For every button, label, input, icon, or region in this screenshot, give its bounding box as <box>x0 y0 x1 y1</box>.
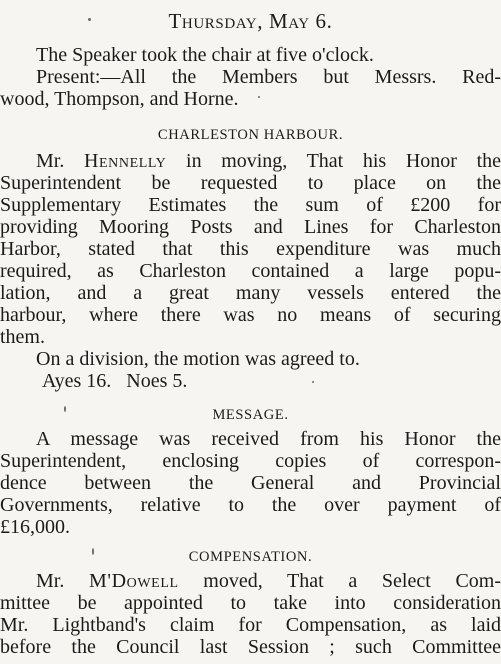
paragraph-line: Mr. M'Dowell moved, That a Select Com- <box>36 570 501 592</box>
ink-speck <box>64 406 66 412</box>
ink-speck <box>92 548 94 555</box>
vote-line: On a division, the motion was agreed to. <box>36 348 360 370</box>
paragraph-line: before the Council last Session ; such Committee <box>0 636 501 658</box>
paragraph-line: Mr. Hennelly in moving, That his Honor the <box>36 150 501 172</box>
paragraph-line: dence between the General and Provincial <box>0 472 501 494</box>
paragraph-line: Superintendent, enclosing copies of correspon- <box>0 450 501 472</box>
dateline: Thursday, May 6. <box>168 9 333 33</box>
paragraph-line: Superintendent be requested to place on the <box>0 172 501 194</box>
opening-line: wood, Thompson, and Horne. <box>0 88 239 110</box>
speaker-name: M'Dowell <box>89 570 179 592</box>
paragraph-line: lation, and a great many vessels entered the <box>0 282 501 304</box>
paragraph-line: Supplementary Estimates the sum of £200 for <box>0 194 501 216</box>
ink-speck <box>258 96 260 98</box>
paragraph-line: providing Mooring Posts and Lines for Charleston <box>0 216 501 238</box>
speaker-name: Hennelly <box>83 150 167 172</box>
paragraph-line: required, as Charleston contained a large popu- <box>0 260 501 282</box>
vote-tally: Ayes 16. Noes 5. <box>42 370 188 392</box>
paragraph-line: £16,000. <box>0 516 70 538</box>
paragraph-line: harbour, where there was no means of securing <box>0 304 501 326</box>
paragraph-line: them. <box>0 326 45 348</box>
ink-speck <box>312 381 314 383</box>
paragraph-line: A message was received from his Honor the <box>36 428 501 450</box>
ink-speck <box>88 18 91 21</box>
paragraph-line: Governments, relative to the over payment of <box>0 494 501 516</box>
section-heading: CHARLESTON HARBOUR. <box>157 127 344 143</box>
paragraph-line: mittee be appointed to take into consideration <box>0 592 501 614</box>
section-heading: COMPENSATION. <box>188 549 313 565</box>
opening-line: Present:—All the Members but Messrs. Red- <box>36 66 501 88</box>
section-heading: MESSAGE. <box>212 407 289 423</box>
opening-line: The Speaker took the chair at five o'clock. <box>36 44 374 66</box>
paragraph-line: Mr. Lightband's claim for Compensation, as laid <box>0 614 501 636</box>
paragraph-line: Harbor, stated that this expenditure was much <box>0 238 501 260</box>
